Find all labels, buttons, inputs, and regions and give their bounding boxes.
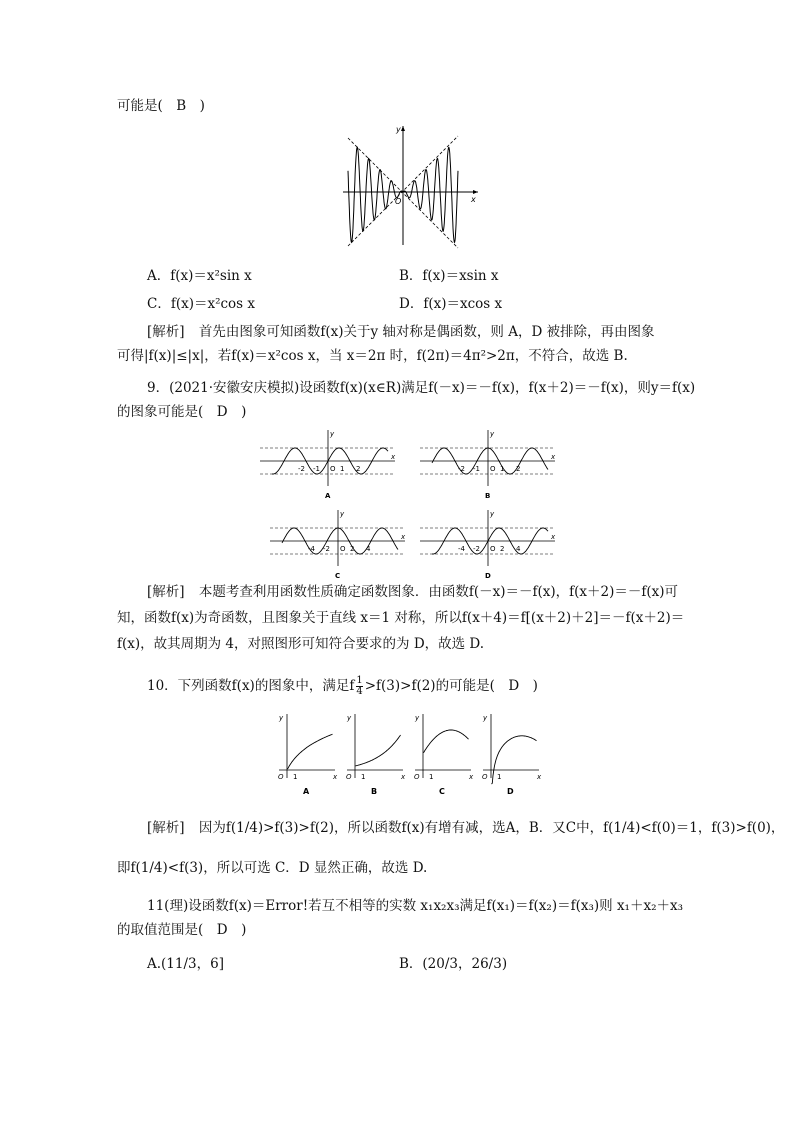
svg-text:1: 1	[500, 465, 505, 473]
svg-text:O: O	[490, 465, 496, 473]
svg-text:x: x	[391, 453, 396, 461]
svg-text:y: y	[490, 510, 495, 518]
svg-text:O: O	[278, 773, 284, 781]
svg-text:1: 1	[293, 773, 298, 781]
svg-text:4: 4	[516, 545, 521, 553]
svg-text:O: O	[346, 773, 352, 781]
q9-analysis-line1: [解析] 本题考查利用函数性质确定函数图象．由函数f(－x)＝－f(x)，f(x＋2)＝－f(x)可	[147, 584, 679, 600]
q9-fig-label: B	[485, 492, 491, 500]
svg-text:O: O	[490, 545, 496, 553]
q8-analysis-line1: [解析] 首先由图象可知函数f(x)关于y 轴对称是偶函数，则 A，D 被排除，再由图象	[147, 324, 655, 340]
svg-text:x: x	[551, 533, 556, 541]
q10-graphs	[275, 710, 550, 800]
svg-text:x: x	[401, 533, 406, 541]
q9-fig-label: A	[325, 492, 331, 500]
q9-analysis-line3: f(x)，故其周期为 4，对照图形可知符合要求的为 D，故选 D.	[117, 636, 485, 652]
svg-text:O: O	[482, 773, 488, 781]
q11-stem-line1: 11(理)设函数f(x)＝Error!若互不相等的实数 x₁x₂x₃满足f(x₁)＝f(x₂)＝f(x₃)则 x₁＋x₂＋x₃	[147, 898, 684, 914]
svg-text:1: 1	[361, 773, 366, 781]
svg-text:O: O	[340, 545, 346, 553]
q11-option-b: B．(20/3，26/3)	[399, 956, 508, 972]
svg-text:O: O	[414, 773, 420, 781]
q9-graphs	[260, 428, 560, 578]
svg-text:-2: -2	[458, 465, 465, 473]
svg-text:O: O	[395, 197, 402, 206]
svg-text:x: x	[401, 773, 406, 781]
q10-panel-B	[346, 714, 406, 796]
svg-text:x: x	[469, 773, 474, 781]
q8-stem: 可能是( B )	[117, 98, 205, 114]
q9-analysis-line2: 知，函数f(x)为奇函数，且图象关于直线 x＝1 对称，所以f(x＋4)＝f[(x＋2)＋2]＝－f(x＋2)＝	[117, 610, 685, 626]
q10-analysis-line2: 即f(1/4)<f(3)，所以可选 C．D 显然正确，故选 D.	[117, 860, 428, 876]
q9-panel-C	[270, 510, 406, 578]
q10-panel-C	[414, 714, 474, 796]
svg-text:x: x	[471, 195, 476, 204]
svg-text:-2: -2	[298, 465, 305, 473]
q8-option-a: A．f(x)＝x²sin x	[147, 268, 252, 284]
q8-option-b: B．f(x)＝xsin x	[399, 268, 499, 284]
q8-option-c: C．f(x)＝x²cos x	[147, 296, 256, 312]
svg-text:-2: -2	[323, 545, 330, 553]
svg-text:y: y	[490, 430, 495, 438]
q9-stem-line2: 的图象可能是( D )	[117, 404, 247, 420]
svg-text:2: 2	[350, 545, 355, 553]
svg-text:4: 4	[366, 545, 371, 553]
svg-text:y: y	[330, 430, 335, 438]
svg-text:y: y	[483, 714, 488, 722]
svg-text:2: 2	[356, 465, 361, 473]
svg-text:1: 1	[497, 773, 502, 781]
q10-panel-D	[482, 714, 542, 796]
q10-panel-A	[278, 714, 338, 796]
q10-fig-label: A	[303, 787, 310, 796]
svg-text:y: y	[340, 510, 345, 518]
svg-text:x: x	[537, 773, 542, 781]
svg-text:y: y	[396, 125, 401, 134]
q10-stem: 10．下列函数f(x)的图象中，满足f $\frac{1}{4}$ >f(3)>f(2)的可能是( D )	[147, 675, 538, 697]
svg-text:-1: -1	[473, 465, 480, 473]
q10-analysis-line1: [解析] 因为f(1/4)>f(3)>f(2)，所以函数f(x)有增有减，选A，B．又C中，f(1/4)<f(0)＝1，f(3)>f(0)，	[147, 820, 785, 836]
svg-text:2: 2	[500, 545, 505, 553]
svg-text:y: y	[415, 714, 420, 722]
q8-analysis-line2: 可得|f(x)|≤|x|，若f(x)＝x²cos x，当 x＝2π 时，f(2π)＝4π²>2π，不符合，故选 B.	[117, 348, 628, 364]
svg-text:x: x	[551, 453, 556, 461]
q11-option-a: A.(11/3，6]	[147, 956, 224, 972]
svg-text:y: y	[279, 714, 284, 722]
q11-stem-line2: 的取值范围是( D )	[117, 922, 247, 938]
svg-text:-1: -1	[313, 465, 320, 473]
q9-stem-line1: 9．(2021·安徽安庆模拟)设函数f(x)(x∈R)满足f(－x)＝－f(x)，f(x＋2)＝－f(x)，则y＝f(x)	[147, 380, 696, 396]
q8-option-d: D．f(x)＝xcos x	[399, 296, 503, 312]
q9-panel-B	[420, 430, 556, 500]
analysis-tag: [解析]	[147, 820, 185, 836]
q9-panel-A	[260, 430, 396, 500]
svg-text:O: O	[330, 465, 336, 473]
q9-panel-D	[420, 510, 556, 578]
analysis-tag: [解析]	[147, 324, 185, 340]
svg-text:y: y	[347, 714, 352, 722]
q9-fig-label: D	[485, 572, 491, 578]
svg-text:1: 1	[340, 465, 345, 473]
q10-fig-label: C	[439, 787, 445, 796]
svg-text:-4: -4	[308, 545, 315, 553]
q10-curve	[424, 730, 469, 753]
svg-text:-4: -4	[458, 545, 465, 553]
q10-curve	[288, 734, 333, 769]
svg-text:2: 2	[516, 465, 521, 473]
q10-fig-label: B	[371, 787, 378, 796]
q8-graph	[338, 120, 483, 255]
svg-text:1: 1	[429, 773, 434, 781]
q9-fig-label: C	[335, 572, 341, 578]
analysis-tag: [解析]	[147, 584, 185, 600]
svg-text:x: x	[333, 773, 338, 781]
q10-curve	[356, 735, 401, 766]
svg-text:-2: -2	[473, 545, 480, 553]
q10-fig-label: D	[507, 787, 514, 796]
